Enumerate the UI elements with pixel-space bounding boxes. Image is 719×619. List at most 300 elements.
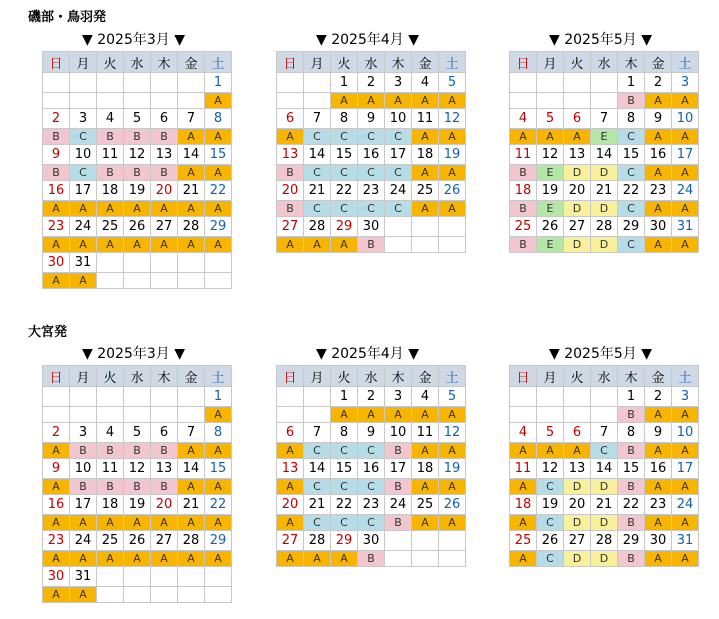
fare-code-cell[interactable]: A [43, 201, 70, 217]
fare-code-cell[interactable]: A [151, 201, 178, 217]
fare-code-cell[interactable]: A [672, 93, 699, 109]
fare-code-cell[interactable]: D [591, 237, 618, 253]
day-number[interactable]: 20 [564, 495, 591, 515]
fare-code-cell[interactable]: A [205, 443, 232, 459]
fare-code-cell[interactable]: C [385, 129, 412, 145]
fare-code-cell[interactable]: E [591, 129, 618, 145]
day-number[interactable]: 25 [412, 495, 439, 515]
day-number[interactable]: 8 [618, 109, 645, 129]
day-number[interactable]: 14 [178, 145, 205, 165]
fare-code-cell[interactable]: A [645, 515, 672, 531]
day-number[interactable]: 7 [591, 109, 618, 129]
day-number[interactable]: 15 [618, 459, 645, 479]
day-number[interactable]: 16 [645, 459, 672, 479]
day-number[interactable]: 9 [43, 145, 70, 165]
fare-code-cell[interactable]: A [385, 407, 412, 423]
fare-code-cell[interactable]: C [331, 201, 358, 217]
day-number[interactable]: 5 [439, 387, 466, 407]
day-number[interactable]: 9 [645, 109, 672, 129]
day-number[interactable]: 11 [97, 459, 124, 479]
fare-code-cell[interactable]: A [124, 237, 151, 253]
day-number[interactable]: 16 [645, 145, 672, 165]
day-number[interactable]: 25 [97, 217, 124, 237]
fare-code-cell[interactable]: D [591, 515, 618, 531]
day-number[interactable]: 7 [591, 423, 618, 443]
fare-code-cell[interactable]: D [591, 551, 618, 567]
fare-code-cell[interactable]: A [43, 515, 70, 531]
day-number[interactable]: 14 [178, 459, 205, 479]
fare-code-cell[interactable]: D [564, 201, 591, 217]
fare-code-cell[interactable]: C [304, 201, 331, 217]
fare-code-cell[interactable]: B [618, 443, 645, 459]
fare-code-cell[interactable]: A [645, 443, 672, 459]
fare-code-cell[interactable]: A [205, 129, 232, 145]
day-number[interactable]: 4 [97, 109, 124, 129]
fare-code-cell[interactable]: B [385, 479, 412, 495]
fare-code-cell[interactable]: C [618, 201, 645, 217]
fare-code-cell[interactable]: C [618, 129, 645, 145]
fare-code-cell[interactable]: A [412, 129, 439, 145]
fare-code-cell[interactable]: A [205, 515, 232, 531]
day-number[interactable]: 6 [277, 109, 304, 129]
day-number[interactable]: 14 [304, 145, 331, 165]
day-number[interactable]: 3 [70, 423, 97, 443]
fare-code-cell[interactable]: C [70, 129, 97, 145]
day-number[interactable]: 28 [304, 531, 331, 551]
fare-code-cell[interactable]: A [205, 165, 232, 181]
day-number[interactable]: 23 [43, 217, 70, 237]
fare-code-cell[interactable]: C [304, 515, 331, 531]
day-number[interactable]: 14 [591, 459, 618, 479]
fare-code-cell[interactable]: D [564, 551, 591, 567]
fare-code-cell[interactable]: B [510, 201, 537, 217]
day-number[interactable]: 15 [205, 459, 232, 479]
day-number[interactable]: 22 [205, 495, 232, 515]
fare-code-cell[interactable]: C [304, 129, 331, 145]
day-number[interactable]: 25 [510, 217, 537, 237]
fare-code-cell[interactable]: A [510, 479, 537, 495]
day-number[interactable]: 16 [43, 181, 70, 201]
day-number[interactable]: 7 [304, 109, 331, 129]
day-number[interactable]: 16 [43, 495, 70, 515]
day-number[interactable]: 25 [412, 181, 439, 201]
fare-code-cell[interactable]: C [304, 443, 331, 459]
day-number[interactable]: 20 [151, 181, 178, 201]
fare-code-cell[interactable]: A [277, 515, 304, 531]
day-number[interactable]: 24 [70, 531, 97, 551]
fare-code-cell[interactable]: A [385, 93, 412, 109]
day-number[interactable]: 28 [178, 531, 205, 551]
day-number[interactable]: 11 [510, 459, 537, 479]
fare-code-cell[interactable]: A [645, 479, 672, 495]
day-number[interactable]: 19 [537, 181, 564, 201]
fare-code-cell[interactable]: A [277, 443, 304, 459]
fare-code-cell[interactable]: B [618, 93, 645, 109]
day-number[interactable]: 4 [510, 423, 537, 443]
fare-code-cell[interactable]: A [672, 237, 699, 253]
fare-code-cell[interactable]: A [672, 407, 699, 423]
fare-code-cell[interactable]: C [331, 165, 358, 181]
fare-code-cell[interactable]: C [358, 129, 385, 145]
fare-code-cell[interactable]: C [304, 165, 331, 181]
fare-code-cell[interactable]: D [564, 479, 591, 495]
fare-code-cell[interactable]: B [70, 479, 97, 495]
fare-code-cell[interactable]: A [97, 551, 124, 567]
day-number[interactable]: 24 [672, 495, 699, 515]
fare-code-cell[interactable]: A [151, 551, 178, 567]
fare-code-cell[interactable]: A [43, 479, 70, 495]
fare-code-cell[interactable]: E [537, 237, 564, 253]
day-number[interactable]: 26 [439, 495, 466, 515]
day-number[interactable]: 28 [591, 531, 618, 551]
day-number[interactable]: 2 [358, 387, 385, 407]
fare-code-cell[interactable]: A [70, 201, 97, 217]
next-month-icon[interactable]: ▼ [641, 32, 652, 48]
day-number[interactable]: 27 [277, 531, 304, 551]
fare-code-cell[interactable]: B [124, 129, 151, 145]
fare-code-cell[interactable]: B [97, 479, 124, 495]
day-number[interactable]: 17 [385, 145, 412, 165]
fare-code-cell[interactable]: A [412, 165, 439, 181]
fare-code-cell[interactable]: A [358, 407, 385, 423]
day-number[interactable]: 11 [412, 423, 439, 443]
day-number[interactable]: 7 [178, 423, 205, 443]
day-number[interactable]: 1 [205, 387, 232, 407]
day-number[interactable]: 25 [510, 531, 537, 551]
day-number[interactable]: 26 [124, 217, 151, 237]
day-number[interactable]: 19 [537, 495, 564, 515]
day-number[interactable]: 15 [331, 145, 358, 165]
fare-code-cell[interactable]: A [43, 237, 70, 253]
fare-code-cell[interactable]: A [151, 237, 178, 253]
fare-code-cell[interactable]: A [645, 129, 672, 145]
day-number[interactable]: 17 [385, 459, 412, 479]
fare-code-cell[interactable]: C [331, 479, 358, 495]
day-number[interactable]: 30 [43, 567, 70, 587]
day-number[interactable]: 8 [618, 423, 645, 443]
day-number[interactable]: 30 [358, 531, 385, 551]
fare-code-cell[interactable]: A [645, 165, 672, 181]
next-month-icon[interactable]: ▼ [408, 346, 419, 362]
day-number[interactable]: 5 [537, 109, 564, 129]
fare-code-cell[interactable]: A [412, 515, 439, 531]
day-number[interactable]: 11 [412, 109, 439, 129]
day-number[interactable]: 12 [124, 145, 151, 165]
fare-code-cell[interactable]: A [537, 443, 564, 459]
fare-code-cell[interactable]: B [277, 165, 304, 181]
day-number[interactable]: 10 [385, 423, 412, 443]
fare-code-cell[interactable]: C [358, 201, 385, 217]
day-number[interactable]: 29 [205, 531, 232, 551]
day-number[interactable]: 1 [205, 73, 232, 93]
day-number[interactable]: 3 [385, 73, 412, 93]
fare-code-cell[interactable]: C [358, 479, 385, 495]
day-number[interactable]: 30 [645, 531, 672, 551]
day-number[interactable]: 16 [358, 145, 385, 165]
fare-code-cell[interactable]: A [510, 443, 537, 459]
fare-code-cell[interactable]: D [591, 165, 618, 181]
day-number[interactable]: 20 [277, 181, 304, 201]
day-number[interactable]: 30 [645, 217, 672, 237]
fare-code-cell[interactable]: A [70, 551, 97, 567]
fare-code-cell[interactable]: A [277, 129, 304, 145]
day-number[interactable]: 4 [510, 109, 537, 129]
fare-code-cell[interactable]: A [645, 551, 672, 567]
day-number[interactable]: 19 [439, 145, 466, 165]
day-number[interactable]: 4 [412, 387, 439, 407]
day-number[interactable]: 20 [151, 495, 178, 515]
day-number[interactable]: 17 [672, 145, 699, 165]
fare-code-cell[interactable]: B [618, 551, 645, 567]
fare-code-cell[interactable]: A [645, 237, 672, 253]
fare-code-cell[interactable]: A [70, 587, 97, 603]
day-number[interactable]: 26 [439, 181, 466, 201]
fare-code-cell[interactable]: C [70, 165, 97, 181]
day-number[interactable]: 28 [591, 217, 618, 237]
day-number[interactable]: 26 [537, 217, 564, 237]
day-number[interactable]: 12 [439, 109, 466, 129]
fare-code-cell[interactable]: A [97, 201, 124, 217]
fare-code-cell[interactable]: A [672, 443, 699, 459]
fare-code-cell[interactable]: A [178, 515, 205, 531]
day-number[interactable]: 3 [385, 387, 412, 407]
fare-code-cell[interactable]: A [331, 551, 358, 567]
day-number[interactable]: 18 [412, 459, 439, 479]
fare-code-cell[interactable]: A [510, 551, 537, 567]
fare-code-cell[interactable]: A [510, 515, 537, 531]
day-number[interactable]: 31 [70, 567, 97, 587]
day-number[interactable]: 1 [618, 387, 645, 407]
fare-code-cell[interactable]: C [618, 165, 645, 181]
fare-code-cell[interactable]: A [645, 93, 672, 109]
fare-code-cell[interactable]: A [412, 93, 439, 109]
fare-code-cell[interactable]: B [618, 479, 645, 495]
prev-month-icon[interactable]: ▼ [315, 32, 327, 48]
fare-code-cell[interactable]: A [43, 587, 70, 603]
day-number[interactable]: 24 [385, 181, 412, 201]
fare-code-cell[interactable]: A [564, 443, 591, 459]
fare-code-cell[interactable]: B [358, 237, 385, 253]
day-number[interactable]: 6 [564, 109, 591, 129]
day-number[interactable]: 8 [331, 109, 358, 129]
day-number[interactable]: 6 [564, 423, 591, 443]
fare-code-cell[interactable]: B [43, 165, 70, 181]
day-number[interactable]: 13 [151, 459, 178, 479]
day-number[interactable]: 16 [358, 459, 385, 479]
day-number[interactable]: 24 [70, 217, 97, 237]
prev-month-icon[interactable]: ▼ [548, 32, 560, 48]
fare-code-cell[interactable]: A [645, 201, 672, 217]
fare-code-cell[interactable]: A [645, 407, 672, 423]
day-number[interactable]: 19 [439, 459, 466, 479]
day-number[interactable]: 12 [124, 459, 151, 479]
fare-code-cell[interactable]: C [385, 201, 412, 217]
fare-code-cell[interactable]: A [178, 551, 205, 567]
day-number[interactable]: 27 [277, 217, 304, 237]
fare-code-cell[interactable]: B [43, 129, 70, 145]
fare-code-cell[interactable]: A [178, 201, 205, 217]
fare-code-cell[interactable]: A [277, 479, 304, 495]
fare-code-cell[interactable]: A [331, 237, 358, 253]
day-number[interactable]: 18 [510, 181, 537, 201]
fare-code-cell[interactable]: A [439, 165, 466, 181]
fare-code-cell[interactable]: A [412, 201, 439, 217]
fare-code-cell[interactable]: A [124, 201, 151, 217]
day-number[interactable]: 20 [277, 495, 304, 515]
fare-code-cell[interactable]: B [97, 165, 124, 181]
day-number[interactable]: 23 [645, 495, 672, 515]
day-number[interactable]: 22 [331, 181, 358, 201]
day-number[interactable]: 11 [97, 145, 124, 165]
fare-code-cell[interactable]: D [591, 479, 618, 495]
fare-code-cell[interactable]: B [124, 443, 151, 459]
day-number[interactable]: 10 [70, 459, 97, 479]
day-number[interactable]: 18 [510, 495, 537, 515]
day-number[interactable]: 14 [591, 145, 618, 165]
day-number[interactable]: 6 [277, 423, 304, 443]
fare-code-cell[interactable]: A [43, 551, 70, 567]
day-number[interactable]: 2 [358, 73, 385, 93]
day-number[interactable]: 21 [591, 495, 618, 515]
day-number[interactable]: 7 [304, 423, 331, 443]
day-number[interactable]: 10 [70, 145, 97, 165]
fare-code-cell[interactable]: B [277, 201, 304, 217]
fare-code-cell[interactable]: A [412, 407, 439, 423]
fare-code-cell[interactable]: A [672, 165, 699, 181]
fare-code-cell[interactable]: A [97, 237, 124, 253]
day-number[interactable]: 2 [645, 387, 672, 407]
fare-code-cell[interactable]: A [178, 479, 205, 495]
fare-code-cell[interactable]: B [151, 165, 178, 181]
day-number[interactable]: 18 [97, 495, 124, 515]
fare-code-cell[interactable]: A [672, 515, 699, 531]
fare-code-cell[interactable]: C [537, 515, 564, 531]
fare-code-cell[interactable]: A [70, 273, 97, 289]
day-number[interactable]: 27 [564, 217, 591, 237]
fare-code-cell[interactable]: A [124, 551, 151, 567]
prev-month-icon[interactable]: ▼ [81, 346, 93, 362]
fare-code-cell[interactable]: B [385, 515, 412, 531]
day-number[interactable]: 12 [537, 145, 564, 165]
day-number[interactable]: 13 [151, 145, 178, 165]
day-number[interactable]: 8 [331, 423, 358, 443]
fare-code-cell[interactable]: A [178, 237, 205, 253]
day-number[interactable]: 5 [124, 423, 151, 443]
fare-code-cell[interactable]: A [358, 93, 385, 109]
day-number[interactable]: 27 [564, 531, 591, 551]
fare-code-cell[interactable]: A [277, 237, 304, 253]
fare-code-cell[interactable]: A [124, 515, 151, 531]
fare-code-cell[interactable]: A [304, 237, 331, 253]
day-number[interactable]: 21 [304, 495, 331, 515]
fare-code-cell[interactable]: A [439, 479, 466, 495]
fare-code-cell[interactable]: C [358, 165, 385, 181]
fare-code-cell[interactable]: C [304, 479, 331, 495]
day-number[interactable]: 8 [205, 109, 232, 129]
fare-code-cell[interactable]: B [358, 551, 385, 567]
day-number[interactable]: 6 [151, 109, 178, 129]
fare-code-cell[interactable]: A [672, 129, 699, 145]
day-number[interactable]: 19 [124, 181, 151, 201]
fare-code-cell[interactable]: A [439, 407, 466, 423]
day-number[interactable]: 4 [97, 423, 124, 443]
fare-code-cell[interactable]: C [591, 443, 618, 459]
fare-code-cell[interactable]: B [124, 479, 151, 495]
prev-month-icon[interactable]: ▼ [548, 346, 560, 362]
day-number[interactable]: 15 [331, 459, 358, 479]
fare-code-cell[interactable]: A [439, 201, 466, 217]
fare-code-cell[interactable]: A [97, 515, 124, 531]
day-number[interactable]: 29 [618, 531, 645, 551]
prev-month-icon[interactable]: ▼ [315, 346, 327, 362]
day-number[interactable]: 29 [618, 217, 645, 237]
day-number[interactable]: 7 [178, 109, 205, 129]
fare-code-cell[interactable]: A [672, 551, 699, 567]
day-number[interactable]: 24 [672, 181, 699, 201]
day-number[interactable]: 31 [672, 531, 699, 551]
fare-code-cell[interactable]: D [564, 515, 591, 531]
day-number[interactable]: 17 [672, 459, 699, 479]
day-number[interactable]: 15 [618, 145, 645, 165]
fare-code-cell[interactable]: B [151, 443, 178, 459]
fare-code-cell[interactable]: B [70, 443, 97, 459]
day-number[interactable]: 26 [537, 531, 564, 551]
next-month-icon[interactable]: ▼ [174, 346, 185, 362]
day-number[interactable]: 22 [331, 495, 358, 515]
day-number[interactable]: 13 [277, 459, 304, 479]
fare-code-cell[interactable]: A [412, 443, 439, 459]
day-number[interactable]: 2 [43, 109, 70, 129]
fare-code-cell[interactable]: C [537, 551, 564, 567]
day-number[interactable]: 21 [304, 181, 331, 201]
fare-code-cell[interactable]: A [277, 551, 304, 567]
fare-code-cell[interactable]: A [70, 515, 97, 531]
fare-code-cell[interactable]: A [439, 443, 466, 459]
fare-code-cell[interactable]: C [331, 129, 358, 145]
fare-code-cell[interactable]: D [564, 237, 591, 253]
fare-code-cell[interactable]: A [205, 407, 232, 423]
fare-code-cell[interactable]: A [412, 479, 439, 495]
day-number[interactable]: 12 [537, 459, 564, 479]
day-number[interactable]: 21 [178, 495, 205, 515]
day-number[interactable]: 15 [205, 145, 232, 165]
fare-code-cell[interactable]: A [178, 443, 205, 459]
fare-code-cell[interactable]: C [385, 165, 412, 181]
fare-code-cell[interactable]: A [331, 407, 358, 423]
day-number[interactable]: 24 [385, 495, 412, 515]
fare-code-cell[interactable]: B [124, 165, 151, 181]
fare-code-cell[interactable]: A [205, 201, 232, 217]
fare-code-cell[interactable]: B [510, 165, 537, 181]
day-number[interactable]: 10 [385, 109, 412, 129]
day-number[interactable]: 31 [672, 217, 699, 237]
day-number[interactable]: 17 [70, 181, 97, 201]
day-number[interactable]: 5 [124, 109, 151, 129]
fare-code-cell[interactable]: A [151, 515, 178, 531]
day-number[interactable]: 1 [618, 73, 645, 93]
fare-code-cell[interactable]: A [331, 93, 358, 109]
fare-code-cell[interactable]: A [43, 443, 70, 459]
next-month-icon[interactable]: ▼ [408, 32, 419, 48]
day-number[interactable]: 11 [510, 145, 537, 165]
fare-code-cell[interactable]: B [618, 407, 645, 423]
day-number[interactable]: 8 [205, 423, 232, 443]
next-month-icon[interactable]: ▼ [641, 346, 652, 362]
fare-code-cell[interactable]: C [618, 237, 645, 253]
day-number[interactable]: 28 [178, 217, 205, 237]
fare-code-cell[interactable]: A [205, 479, 232, 495]
fare-code-cell[interactable]: A [178, 165, 205, 181]
